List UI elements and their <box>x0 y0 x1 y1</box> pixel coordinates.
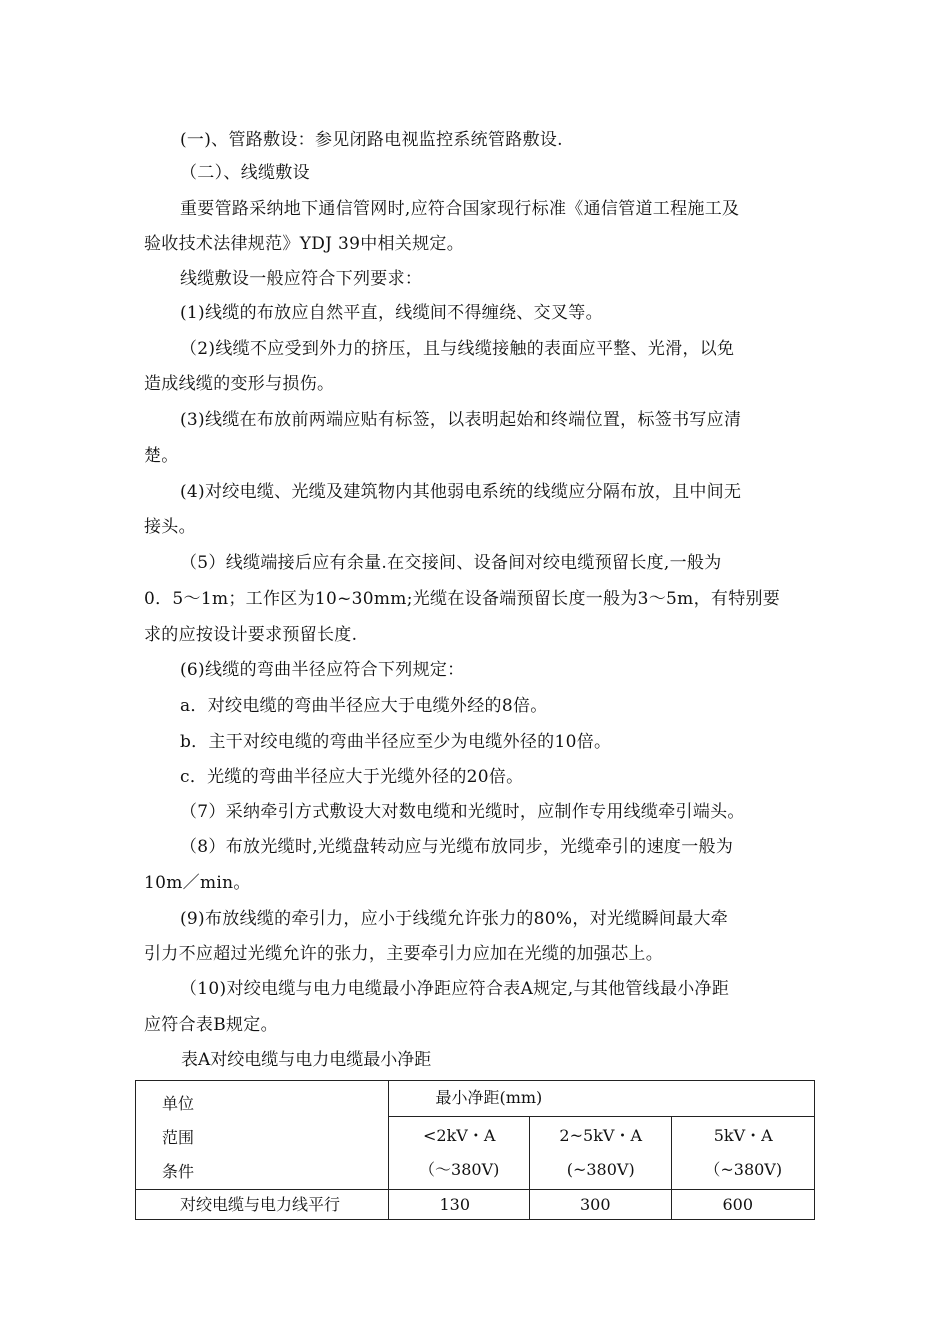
paragraph-line: 接头。 <box>144 517 196 537</box>
paragraph-line: 楚。 <box>144 446 179 466</box>
paragraph-line: (1)线缆的布放应自然平直，线缆间不得缠绕、交叉等。 <box>180 303 603 323</box>
paragraph-line: 应符合表B规定。 <box>144 1015 278 1035</box>
paragraph-line: (3)线缆在布放前两端应贴有标签，以表明起始和终端位置，标签书写应清 <box>180 410 742 430</box>
column-header-line1: <2kV・A <box>423 1126 496 1146</box>
paragraph-line: (6)线缆的弯曲半径应符合下列规定： <box>180 660 465 680</box>
column-header-line1: 2~5kV・A <box>559 1126 642 1146</box>
paragraph-line: （二）、线缆敷设 <box>180 163 310 183</box>
paragraph-line: (4)对绞电缆、光缆及建筑物内其他弱电系统的线缆应分隔布放，且中间无 <box>180 482 742 502</box>
clearance-table <box>135 1080 815 1220</box>
column-header-line2: (~380V) <box>566 1160 635 1180</box>
paragraph-line: a．对绞电缆的弯曲半径应大于电缆外经的8倍。 <box>180 696 548 716</box>
paragraph-line: （2)线缆不应受到外力的挤压，且与线缆接触的表面应平整、光滑，以免 <box>180 339 735 359</box>
paragraph-line: 造成线缆的变形与损伤。 <box>144 374 335 394</box>
paragraph-line: （5）线缆端接后应有余量.在交接间、设备间对绞电缆预留长度,一般为 <box>180 553 722 573</box>
paragraph-line: 求的应按设计要求预留长度. <box>144 625 358 645</box>
paragraph-line: （10)对绞电缆与电力电缆最小净距应符合表A规定,与其他管线最小净距 <box>180 979 730 999</box>
column-header-line1: 5kV・A <box>713 1126 773 1146</box>
column-header <box>389 1117 530 1190</box>
table-cell: 300 <box>529 1190 672 1220</box>
table-caption: 表A对绞电缆与电力电缆最小净距 <box>181 1050 432 1070</box>
paragraph-line: 10m／min。 <box>144 873 251 893</box>
column-header-line2: （~380V) <box>704 1160 783 1180</box>
paragraph-line: （7）采纳牵引方式敷设大对数电缆和光缆时，应制作专用线缆牵引端头。 <box>180 802 745 822</box>
table-corner-header <box>136 1081 389 1190</box>
column-header <box>672 1117 815 1190</box>
paragraph-line: b．主干对绞电缆的弯曲半径应至少为电缆外径的10倍。 <box>180 732 612 752</box>
paragraph-line: 线缆敷设一般应符合下列要求： <box>180 269 423 289</box>
range-label: 范围 <box>162 1128 195 1147</box>
column-header-line2: （～380V) <box>419 1160 500 1180</box>
paragraph-line: （8）布放光缆时,光缆盘转动应与光缆布放同步，光缆牵引的速度一般为 <box>180 837 734 857</box>
unit-label: 单位 <box>162 1094 195 1113</box>
table-cell: 600 <box>672 1190 815 1220</box>
table-row <box>136 1190 815 1220</box>
paragraph-line: (一)、管路敷设：参见闭路电视监控系统管路敷设. <box>180 130 563 150</box>
table-cell: 130 <box>389 1190 530 1220</box>
condition-label: 条件 <box>162 1162 195 1181</box>
paragraph-line: (9)布放线缆的牵引力，应小于线缆允许张力的80%，对光缆瞬间最大牵 <box>180 909 729 929</box>
paragraph-line: 重要管路采纳地下通信管网时,应符合国家现行标准《通信管道工程施工及 <box>180 199 740 219</box>
paragraph-line: c．光缆的弯曲半径应大于光缆外径的20倍。 <box>180 767 524 787</box>
group-header <box>389 1081 815 1117</box>
column-header <box>529 1117 672 1190</box>
paragraph-line: 0．5～1m；工作区为10~30mm;光缆在设备端预留长度一般为3～5m，有特别要 <box>144 589 781 609</box>
paragraph-line: 验收技术法律规范》YDJ 39中相关规定。 <box>144 234 465 254</box>
row-label: 对绞电缆与电力线平行 <box>136 1190 389 1220</box>
group-header-label: 最小净距(mm) <box>435 1088 543 1107</box>
paragraph-line: 引力不应超过光缆允许的张力，主要牵引力应加在光缆的加强芯上。 <box>144 944 663 964</box>
